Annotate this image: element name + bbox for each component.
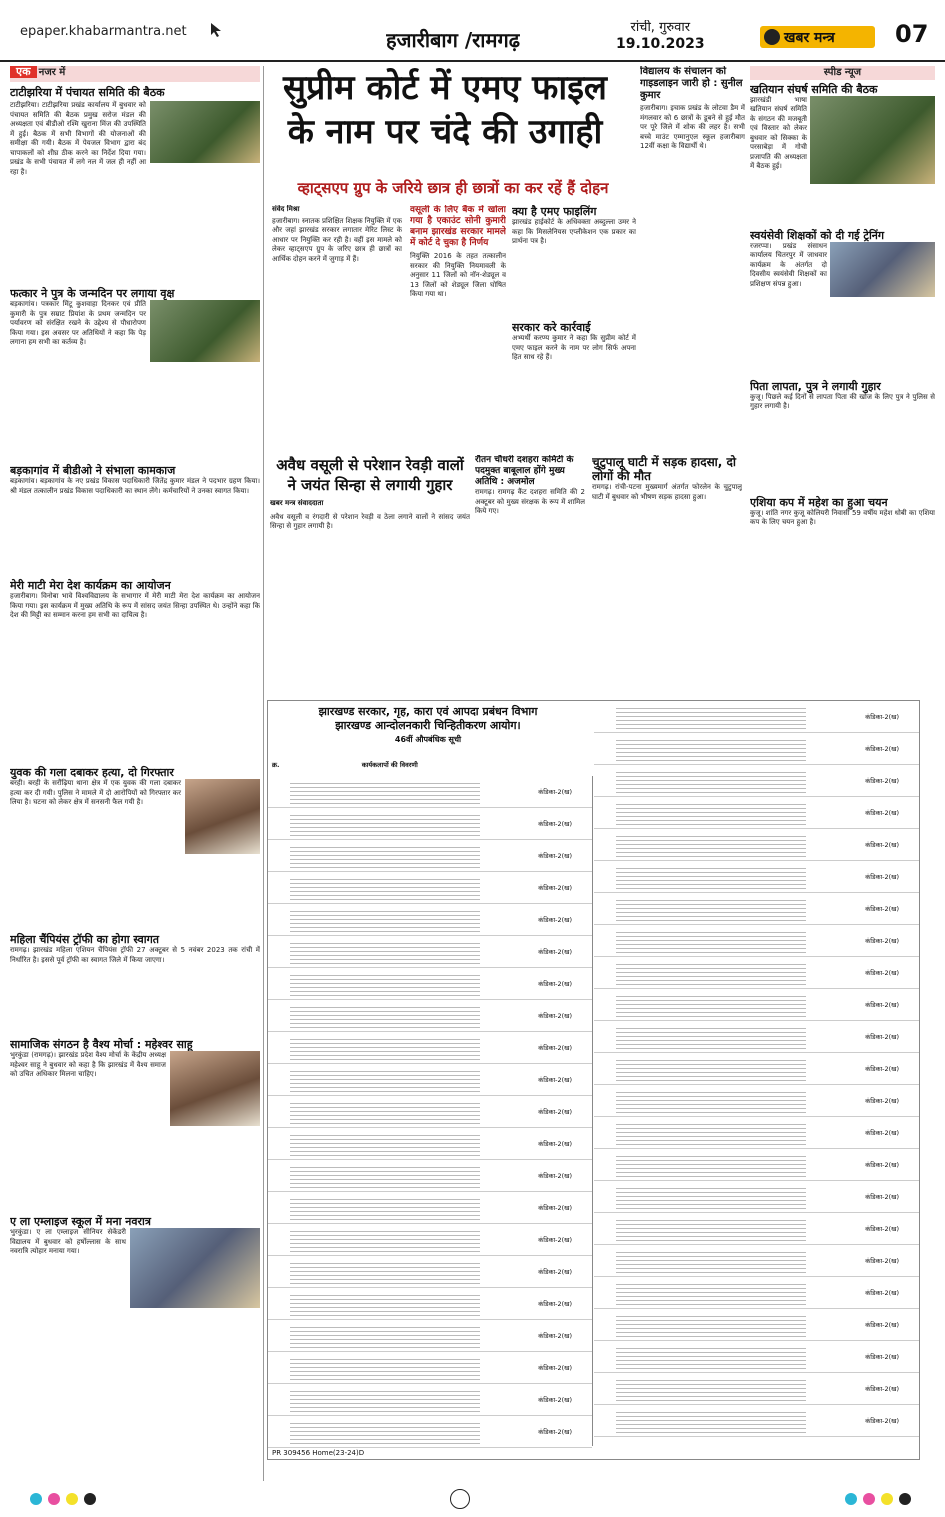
- cursor-icon: [210, 22, 224, 38]
- row-detail-lines: [616, 1025, 806, 1049]
- city-day: रांची, गुरुवार: [630, 20, 691, 35]
- row-label: कंडिका-2(ख): [865, 873, 899, 881]
- row-label: कंडिका-2(ख): [538, 1268, 572, 1276]
- govt-notice: [267, 700, 920, 1460]
- story-title[interactable]: बड़कागांव में बीडीओ ने संभाला कामकाज: [10, 464, 176, 477]
- lead-headline-line-1: सुप्रीम कोर्ट में एमए फाइल: [283, 68, 607, 108]
- row-label: कंडिका-2(ख): [538, 948, 572, 956]
- row-detail-lines: [290, 1356, 480, 1380]
- table-row: [594, 1245, 919, 1277]
- lead-body-3: [512, 205, 636, 450]
- story-text: कुजू। शांति नगर कुजू कोलियरी निवासी 59 वर्षीय महेश धोबी का एशिया कप के लिए चयन हुआ है।: [750, 508, 935, 526]
- row-detail-lines: [290, 876, 480, 900]
- table-row: [268, 1384, 592, 1416]
- table-row: [594, 765, 919, 797]
- row-label: कंडिका-2(ख): [865, 745, 899, 753]
- row-detail-lines: [616, 993, 806, 1017]
- row-detail-lines: [290, 1100, 480, 1124]
- registration-mark-icon: [450, 1489, 470, 1509]
- story-title[interactable]: खतियान संघर्ष समिति की बैठक: [750, 82, 878, 96]
- story-title[interactable]: चुटुपालू घाटी में सड़क हादसा, दो लोगों की मौत: [592, 455, 737, 483]
- table-row: [594, 797, 919, 829]
- table-row: [594, 861, 919, 893]
- table-row: [594, 733, 919, 765]
- table-row: [268, 968, 592, 1000]
- notice-header-1: झारखण्ड सरकार, गृह, कारा एवं आपदा प्रबंधन विभाग: [318, 705, 538, 718]
- table-row: [594, 1341, 919, 1373]
- table-row: [594, 701, 919, 733]
- row-detail-lines: [290, 1164, 480, 1188]
- column-divider: [263, 66, 264, 1481]
- table-row: [594, 1277, 919, 1309]
- table-row: [268, 1416, 592, 1448]
- row-label: कंडिका-2(ख): [538, 820, 572, 828]
- table-row: [268, 1192, 592, 1224]
- row-label: कंडिका-2(ख): [865, 1129, 899, 1137]
- date-block: [616, 20, 705, 52]
- table-row: [268, 1032, 592, 1064]
- story-photo: [810, 96, 935, 184]
- lead-headline-line-2: के नाम पर चंदे की उगाही: [287, 112, 603, 152]
- mid-story: [270, 455, 470, 695]
- row-detail-lines: [616, 769, 806, 793]
- row-detail-lines: [616, 1409, 806, 1433]
- story-text: रामगढ़। रांची-पटना मुख्यमार्ग अंतर्गत फोरलेन के चुटुपालू घाटी में बुधवार को भीषण सड़क हादसा हुआ।: [592, 483, 742, 501]
- story-photo: [150, 101, 260, 163]
- table-rows-left: [268, 776, 593, 1446]
- table-row: [268, 1000, 592, 1032]
- table-header-row: [272, 761, 582, 769]
- table-row: [594, 893, 919, 925]
- row-label: कंडिका-2(ख): [538, 1076, 572, 1084]
- row-label: कंडिका-2(ख): [865, 1225, 899, 1233]
- row-label: कंडिका-2(ख): [865, 809, 899, 817]
- row-label: कंडिका-2(ख): [865, 1385, 899, 1393]
- col-detail: कार्यकलापों की विवरणी: [361, 761, 418, 769]
- section-tag: एक: [10, 66, 37, 78]
- row-label: कंडिका-2(ख): [538, 1300, 572, 1308]
- row-detail-lines: [616, 1281, 806, 1305]
- table-row: [268, 1064, 592, 1096]
- row-detail-lines: [290, 1004, 480, 1028]
- row-label: कंडिका-2(ख): [865, 1289, 899, 1297]
- table-row: [594, 1405, 919, 1437]
- story-title[interactable]: स्वयंसेवी शिक्षकों को दी गई ट्रेनिंग: [750, 228, 885, 242]
- story-title[interactable]: ए ला एम्लाइज स्कूल में मना नवरात्र: [10, 1215, 151, 1228]
- table-row: [594, 1309, 919, 1341]
- row-detail-lines: [290, 940, 480, 964]
- story-text: भुरकुंडा (रामगढ़)। झारखंड प्रदेश वैश्य मोर्चा के केंद्रीय अध्यक्ष महेश्वर साहू ने बुधवार को कहा है कि झारखंड में वैश्य समाज को उचित अधिकार मिलना चाहिए।: [10, 1051, 166, 1078]
- row-detail-lines: [616, 1185, 806, 1209]
- table-row: [268, 904, 592, 936]
- row-detail-lines: [616, 865, 806, 889]
- table-row: [268, 1160, 592, 1192]
- table-row: [594, 1117, 919, 1149]
- lead-text-2: नियुक्ति 2016 के तहत तत्कालीन सरकार की नियुक्ति नियमावली के अनुसार 11 जिलों को नॉन-शेड्यूल व 13 जिलों को शेड्यूल जिला घोषित किया गया था।: [410, 252, 506, 298]
- lead-subtitle: व्हाट्सएप ग्रुप के जरिये छात्र ही छात्रों का कर रहें हैं दोहन: [297, 179, 609, 197]
- table-row: [594, 1213, 919, 1245]
- color-dot: [863, 1493, 875, 1505]
- row-detail-lines: [616, 705, 806, 729]
- story-text: रामगढ़। झारखंड महिला एशियन चैंपियंस ट्रॉफी 27 अक्टूबर से 5 नवंबर 2023 तक रांची में निर्धारित है। इससे पूर्व ट्रॉफी का स्वागत जिले में किया जाएगा।: [10, 946, 260, 964]
- table-row: [268, 1288, 592, 1320]
- table-row: [268, 936, 592, 968]
- row-label: कंडिका-2(ख): [865, 969, 899, 977]
- color-dot: [845, 1493, 857, 1505]
- table-row: [594, 989, 919, 1021]
- story-title[interactable]: विद्यालय के संचालन को गाइडलाइन जारी हो : सुनील कुमार: [640, 66, 743, 101]
- story-photo: [130, 1228, 260, 1308]
- story-photo: [830, 242, 935, 297]
- lead-text: हजारीबाग। स्नातक प्रशिक्षित शिक्षक नियुक्ति में एक और जहां झारखंड सरकार लगातार मेरिट लिस्ट के आधार पर नियुक्ति कर रही है। वहीं इस मामले को लेकर व्हाट्सएप ग्रुप के जरिए छात्र ही छात्रों का आर्थिक दोहन करने में जुगाड़ में हैं।: [272, 216, 402, 263]
- table-row: [594, 1085, 919, 1117]
- story-title[interactable]: सामाजिक संगठन है वैश्य मोर्चा : महेश्वर साहू: [10, 1038, 193, 1051]
- table-rows-right: [594, 701, 919, 1446]
- color-dot: [899, 1493, 911, 1505]
- row-detail-lines: [616, 1217, 806, 1241]
- page-footer: [0, 1485, 945, 1517]
- row-detail-lines: [616, 1345, 806, 1369]
- row-label: कंडिका-2(ख): [865, 1353, 899, 1361]
- row-detail-lines: [290, 780, 480, 804]
- story-title[interactable]: महिला चैंपियंस ट्रॉफी का होगा स्वागत: [10, 933, 160, 946]
- row-detail-lines: [290, 972, 480, 996]
- byline: संवेद मिश्रा: [272, 205, 300, 213]
- story-title[interactable]: टाटीझरिया में पंचायत समिति की बैठक: [10, 86, 165, 99]
- edition-title: हजारीबाग /रामगढ़: [386, 28, 520, 52]
- row-label: कंडिका-2(ख): [538, 1140, 572, 1148]
- row-label: कंडिका-2(ख): [538, 788, 572, 796]
- row-detail-lines: [616, 1313, 806, 1337]
- row-detail-lines: [290, 812, 480, 836]
- row-label: कंडिका-2(ख): [538, 1332, 572, 1340]
- table-row: [268, 840, 592, 872]
- row-detail-lines: [616, 1377, 806, 1401]
- row-detail-lines: [616, 929, 806, 953]
- row-detail-lines: [290, 844, 480, 868]
- row-label: कंडिका-2(ख): [865, 1033, 899, 1041]
- row-detail-lines: [290, 908, 480, 932]
- story-text: बड़कागांव। पत्रकार मिंटू कुशवाहा दिनकर एवं प्रीति कुमारी के पुत्र सम्राट प्रियांश के प्रथम जन्मदिन पर पर्यावरण को संरक्षित रखने के उद्देश्य से पौधारोपण किया गया। इस अवसर पर अतिथियों ने कहा कि पेड़ लगाना हम सभी का कर्तव्य है।: [10, 300, 146, 346]
- lead-body: [272, 205, 402, 450]
- row-label: कंडिका-2(ख): [538, 1396, 572, 1404]
- row-label: कंडिका-2(ख): [865, 1257, 899, 1265]
- story-text: बरही। बरही के सरौंढ़िया थाना क्षेत्र में एक युवक की गला दबाकर हत्या कर दी गयी। पुलिस ने मामले में दो आरोपियों को गिरफ्तार कर लिया है। घटना को लेकर क्षेत्र में सनसनी फैल गयी है।: [10, 779, 181, 806]
- notice-code: PR 309456 Home(23-24)D: [272, 1449, 365, 1457]
- row-label: कंडिका-2(ख): [865, 713, 899, 721]
- story-photo: [150, 300, 260, 362]
- row-label: कंडिका-2(ख): [865, 841, 899, 849]
- row-label: कंडिका-2(ख): [538, 884, 572, 892]
- row-detail-lines: [290, 1260, 480, 1284]
- lead-headline[interactable]: [245, 66, 645, 154]
- row-label: कंडिका-2(ख): [538, 1012, 572, 1020]
- story-text: टाटीझरिया। टाटीझरिया प्रखंड कार्यालय में बुधवार को पंचायत समिति की बैठक प्रमुख सरोज मंडल की अध्यक्षता एवं बीडीओ रश्मि खुराना मिंज की उपस्थिति में हुई। बैठक में सभी विभागों की योजनाओं की समीक्षा की गयी। बैठक में पेयजल विभाग द्वारा बंद चापाकलों को शीघ्र ठीक करने का निर्देश दिया गया। प्रखंड के सभी पंचायत में लगे नल में जल ही नहीं आ रहा है।: [10, 101, 146, 176]
- row-label: कंडिका-2(ख): [538, 1108, 572, 1116]
- lead-subhead: क्या है एमए फाइलिंग: [512, 205, 597, 218]
- table-row: [594, 829, 919, 861]
- row-detail-lines: [616, 897, 806, 921]
- page-number: 07: [895, 20, 929, 48]
- page-header: [0, 0, 945, 62]
- brand-logo-icon: [764, 29, 780, 45]
- row-label: कंडिका-2(ख): [865, 777, 899, 785]
- table-row: [268, 1320, 592, 1352]
- row-detail-lines: [290, 1228, 480, 1252]
- color-dot: [84, 1493, 96, 1505]
- row-label: कंडिका-2(ख): [538, 1428, 572, 1436]
- row-label: कंडिका-2(ख): [865, 905, 899, 913]
- col-sn: क्र.: [272, 761, 280, 769]
- site-url[interactable]: epaper.khabarmantra.net: [20, 24, 187, 39]
- table-row: [268, 1128, 592, 1160]
- lead-body-2: [410, 205, 506, 450]
- story-photo: [170, 1051, 260, 1126]
- story-text: कुजू। पिछले कई दिनों से लापता पिता की खोज के लिए पुत्र ने पुलिस से गुहार लगायी है।: [750, 392, 935, 410]
- lead-text-3: झारखंड हाईकोर्ट के अधिवक्ता अब्दुल्ला उमर ने कहा कि मिसलेनियस एप्लीकेशन एक प्रकार का प्रार्थना पत्र है।: [512, 218, 636, 245]
- color-dot: [66, 1493, 78, 1505]
- color-dot: [30, 1493, 42, 1505]
- row-label: कंडिका-2(ख): [865, 1193, 899, 1201]
- row-detail-lines: [616, 801, 806, 825]
- left-column: [10, 66, 260, 1481]
- table-row: [594, 925, 919, 957]
- story-text: भुरकुंडा। ए ला एम्लाइज सीनियर सेकेंडरी विद्यालय में बुधवार को हर्षोल्लास के साथ नवरात्रि त्योहार मनाया गया।: [10, 1228, 126, 1255]
- row-detail-lines: [616, 737, 806, 761]
- color-dot: [881, 1493, 893, 1505]
- story-title[interactable]: युवक की गला दबाकर हत्या, दो गिरफ्तार: [10, 766, 174, 779]
- table-row: [594, 957, 919, 989]
- lead-box: वसूली के लिए बैंक में खोला गया है एकाउंट सोनी कुमारी बनाम झारखंड सरकार मामले में कोर्ट दे चुका है निर्णय: [410, 205, 506, 248]
- row-label: कंडिका-2(ख): [538, 1044, 572, 1052]
- table-row: [594, 1373, 919, 1405]
- story-text: रामगढ़। रामगढ़ कैंट दशहरा समिति की 2 अक्टूबर को मुख्य संरक्षक के रूप में शामिल किये गए।: [475, 488, 585, 515]
- row-label: कंडिका-2(ख): [538, 1172, 572, 1180]
- row-detail-lines: [290, 1324, 480, 1348]
- row-detail-lines: [290, 1420, 480, 1444]
- notice-header-2: झारखण्ड आन्दोलनकारी चिन्हितीकरण आयोग।: [335, 719, 521, 732]
- school-story: [640, 66, 745, 446]
- story-title[interactable]: मेरी माटी मेरा देश कार्यक्रम का आयोजन: [10, 579, 171, 592]
- row-detail-lines: [616, 961, 806, 985]
- table-row: [268, 1096, 592, 1128]
- row-detail-lines: [616, 1057, 806, 1081]
- row-detail-lines: [290, 1068, 480, 1092]
- section-tag-2: नजर में: [38, 67, 66, 78]
- row-label: कंडिका-2(ख): [865, 1097, 899, 1105]
- issue-date: 19.10.2023: [616, 36, 705, 52]
- row-label: कंडिका-2(ख): [538, 916, 572, 924]
- table-row: [594, 1149, 919, 1181]
- row-detail-lines: [290, 1132, 480, 1156]
- story-text: बड़कागांव। बड़कागांव के नए प्रखंड विकास पदाधिकारी जितेंद्र कुमार मंडल ने पदभार ग्रहण किया। श्री मंडल तत्कालीन प्रखंड विकास पदाधिकारी का स्थान लेंगे। कर्मचारियों ने उनका स्वागत किया।: [10, 477, 260, 495]
- table-row: [268, 1256, 592, 1288]
- table-row: [594, 1181, 919, 1213]
- story-title[interactable]: फत्कार ने पुत्र के जन्मदिन पर लगाया वृक्ष: [10, 287, 175, 300]
- story-text: झारखंडी भाषा खतियान संघर्ष समिति के संगठन की मजबूती एवं विस्तार को लेकर बुधवार को सिक्का के परसाबेड़ा में गोची प्रजापति की अध्यक्षता में बैठक हुई।: [750, 95, 807, 170]
- row-detail-lines: [290, 1292, 480, 1316]
- story-title[interactable]: एशिया कप में महेश का हुआ चयन: [750, 495, 888, 509]
- row-detail-lines: [290, 1036, 480, 1060]
- table-row: [268, 1224, 592, 1256]
- row-detail-lines: [290, 1196, 480, 1220]
- brand-name: खबर मन्त्र: [784, 30, 835, 46]
- lead-subhead-2: सरकार करे कार्रवाई: [512, 321, 591, 334]
- row-label: कंडिका-2(ख): [865, 1417, 899, 1425]
- byline: खबर मन्त्र संवाददाता: [270, 499, 324, 507]
- table-row: [268, 1352, 592, 1384]
- color-dot: [48, 1493, 60, 1505]
- story-text: हजारीबाग। विनोबा भावे विश्वविद्यालय के सभागार में मेरी माटी मेरा देश कार्यक्रम का आयोजन किया गया। इस कार्यक्रम में मुख्य अतिथि के रूप में सांसद जयंत सिन्हा उपस्थित थे। उन्होंने कहा कि देश की मिट्टी का सम्मान करना हम सभी का दायित्व है।: [10, 592, 260, 619]
- row-label: कंडिका-2(ख): [538, 1236, 572, 1244]
- section-tag: स्पीड न्यूज: [750, 66, 935, 80]
- row-detail-lines: [616, 1249, 806, 1273]
- brand-logo[interactable]: [760, 26, 875, 48]
- row-label: कंडिका-2(ख): [865, 937, 899, 945]
- story-title[interactable]: अवैध वसूली से परेशान रेवड़ी वालों ने जयंत सिन्हा से लगायी गुहार: [276, 456, 464, 494]
- row-label: कंडिका-2(ख): [865, 1161, 899, 1169]
- story-photo: [185, 779, 260, 854]
- mid-story-2: [475, 455, 585, 695]
- row-detail-lines: [616, 1153, 806, 1177]
- list-title: 46वीं औपबंधिक सूची: [394, 735, 462, 744]
- row-detail-lines: [616, 1121, 806, 1145]
- table-row: [268, 808, 592, 840]
- row-detail-lines: [616, 833, 806, 857]
- table-row: [268, 872, 592, 904]
- table-row: [268, 776, 592, 808]
- mid-story-3: [592, 455, 742, 695]
- row-detail-lines: [616, 1089, 806, 1113]
- story-text: अवैध वसूली व रंगदारी से परेशान रेवड़ी व ठेला लगाने वालों ने सांसद जयंत सिन्हा से गुहार लगायी है।: [270, 512, 470, 530]
- table-row: [594, 1021, 919, 1053]
- row-label: कंडिका-2(ख): [538, 1204, 572, 1212]
- notice-header: [268, 701, 588, 747]
- row-label: कंडिका-2(ख): [865, 1321, 899, 1329]
- row-label: कंडिका-2(ख): [538, 1364, 572, 1372]
- row-label: कंडिका-2(ख): [865, 1065, 899, 1073]
- row-label: कंडिका-2(ख): [538, 852, 572, 860]
- lead-text-4: अभ्यर्थी करण्य कुमार ने कहा कि सुप्रीम कोर्ट में एमए फाइल करने के नाम पर लोग सिर्फ अपना हित साध रहे हैं।: [512, 334, 636, 361]
- story-text: रजरप्पा। प्रखंड संसाधन कार्यालय चितरपुर में जाधवार कार्यक्रम के अंतर्गत दो दिवसीय स्वयंसेवी शिक्षकों का प्रशिक्षण संपन्न हुआ।: [750, 241, 827, 288]
- row-label: कंडिका-2(ख): [865, 1001, 899, 1009]
- table-row: [594, 1053, 919, 1085]
- row-label: कंडिका-2(ख): [538, 980, 572, 988]
- right-column: [750, 66, 935, 696]
- row-detail-lines: [290, 1388, 480, 1412]
- story-title[interactable]: रौतन चौधरी दशहरा कमिटी के पदमुक्त बाबूलाल होंगे मुख्य अतिथि : अजमोल: [475, 455, 574, 487]
- story-text: हजारीबाग। इचाक प्रखंड के लोटवा डैम में मंगलवार को 6 छात्रों के डूबने से हुई मौत पर पूरे जिले में शोक की लहर है। सभी बच्चे माउंट एम्मानुएल स्कूल हजारीबाग 12वीं कक्षा के विद्यार्थी थे।: [640, 104, 745, 150]
- story-title[interactable]: पिता लापता, पुत्र ने लगायी गुहार: [750, 379, 881, 393]
